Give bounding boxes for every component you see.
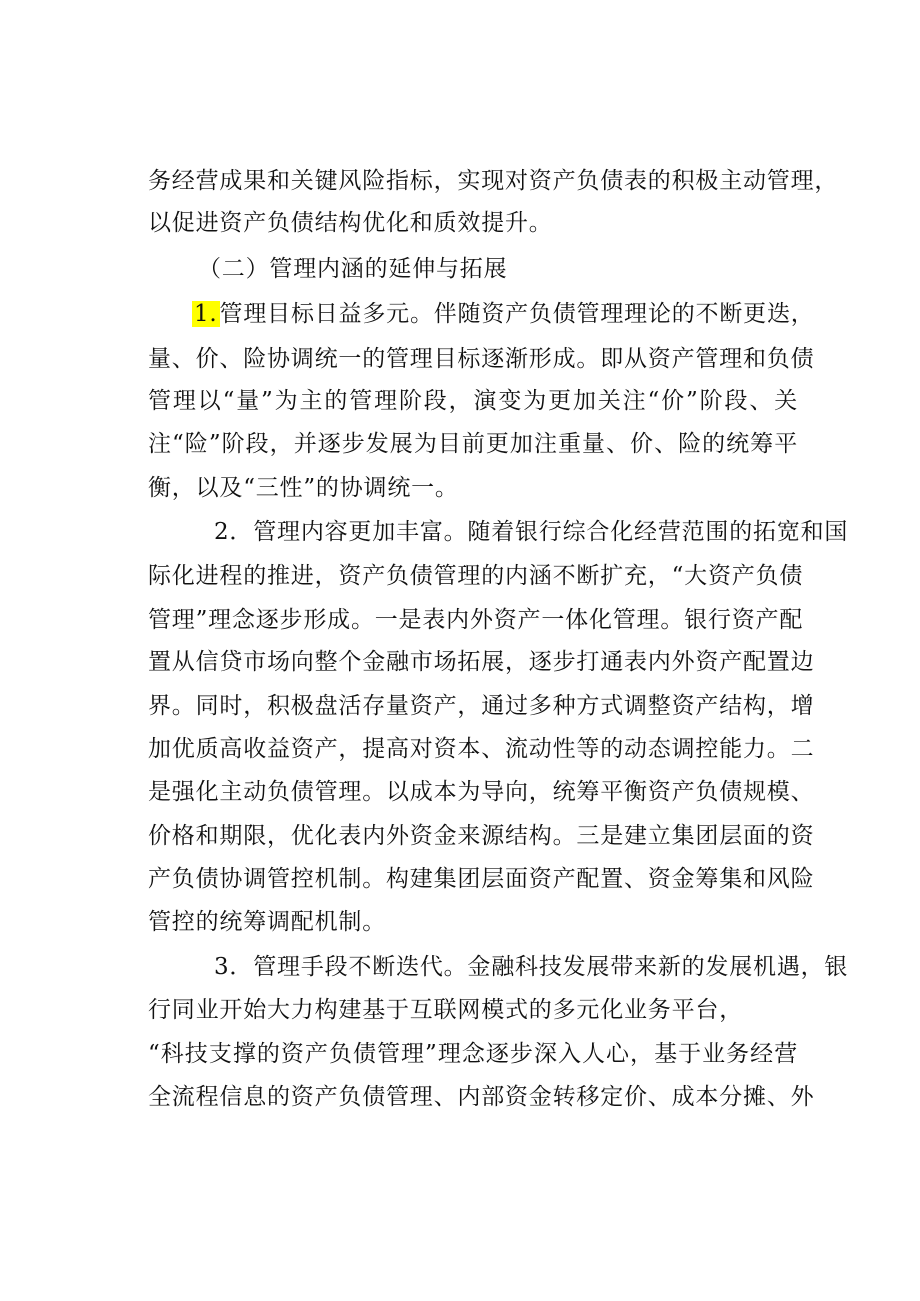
section-heading: （二）管理内涵的延伸与拓展 <box>198 256 508 282</box>
text-line: 以促进资产负债结构优化和质效提升。 <box>148 210 553 236</box>
text-line: 置从信贷市场向整个金融市场拓展，逐步打通表内外资产配置边 <box>148 649 815 675</box>
text-line: 加优质高收益资产，提高对资本、流动性等的动态调控能力。二 <box>148 736 815 762</box>
text-line: 是强化主动负债管理。以成本为导向，统筹平衡资产负债规模、 <box>148 779 815 805</box>
highlighted-number: 1. <box>194 301 218 327</box>
text-line: 量、价、险协调统一的管理目标逐渐形成。即从资产管理和负债 <box>148 346 815 372</box>
paragraph-3-first-line: 3．管理手段不断迭代。金融科技发展带来新的发展机遇，银 <box>214 954 849 980</box>
text-line: 管理以“量”为主的管理阶段，演变为更加关注“价”阶段、关 <box>148 388 798 414</box>
text-line: 管理”理念逐步形成。一是表内外资产一体化管理。银行资产配 <box>148 607 804 633</box>
text-line: 衡，以及“三性”的协调统一。 <box>148 475 459 501</box>
text-line: 行同业开始大力构建基于互联网模式的多元化业务平台， <box>148 997 743 1023</box>
text-line: 管理目标日益多元。伴随资产负债管理理论的不断更迭， <box>219 301 815 327</box>
paragraph-1-first-line <box>192 300 815 328</box>
text-line: 价格和期限，优化表内外资金来源结构。三是建立集团层面的资 <box>148 823 815 849</box>
text-line: 全流程信息的资产负债管理、内部资金转移定价、成本分摊、外 <box>148 1084 815 1110</box>
text-line: 产负债协调管控机制。构建集团层面资产配置、资金筹集和风险 <box>148 866 815 892</box>
text-line: 际化进程的推进，资产负债管理的内涵不断扩充，“大资产负债 <box>148 563 804 589</box>
text-line: “科技支撑的资产负债管理”理念逐步深入人心，基于业务经营 <box>148 1041 798 1067</box>
text-line: 务经营成果和关键风险指标，实现对资产负债表的积极主动管理， <box>148 168 839 194</box>
text-line: 管控的统筹调配机制。 <box>148 909 386 935</box>
paragraph-2-first-line: 2．管理内容更加丰富。随着银行综合化经营范围的拓宽和国 <box>214 519 849 545</box>
text-line: 界。同时，积极盘活存量资产，通过多种方式调整资产结构，增 <box>148 693 815 719</box>
text-line: 注“险”阶段，并逐步发展为目前更加注重量、价、险的统筹平 <box>148 431 798 457</box>
